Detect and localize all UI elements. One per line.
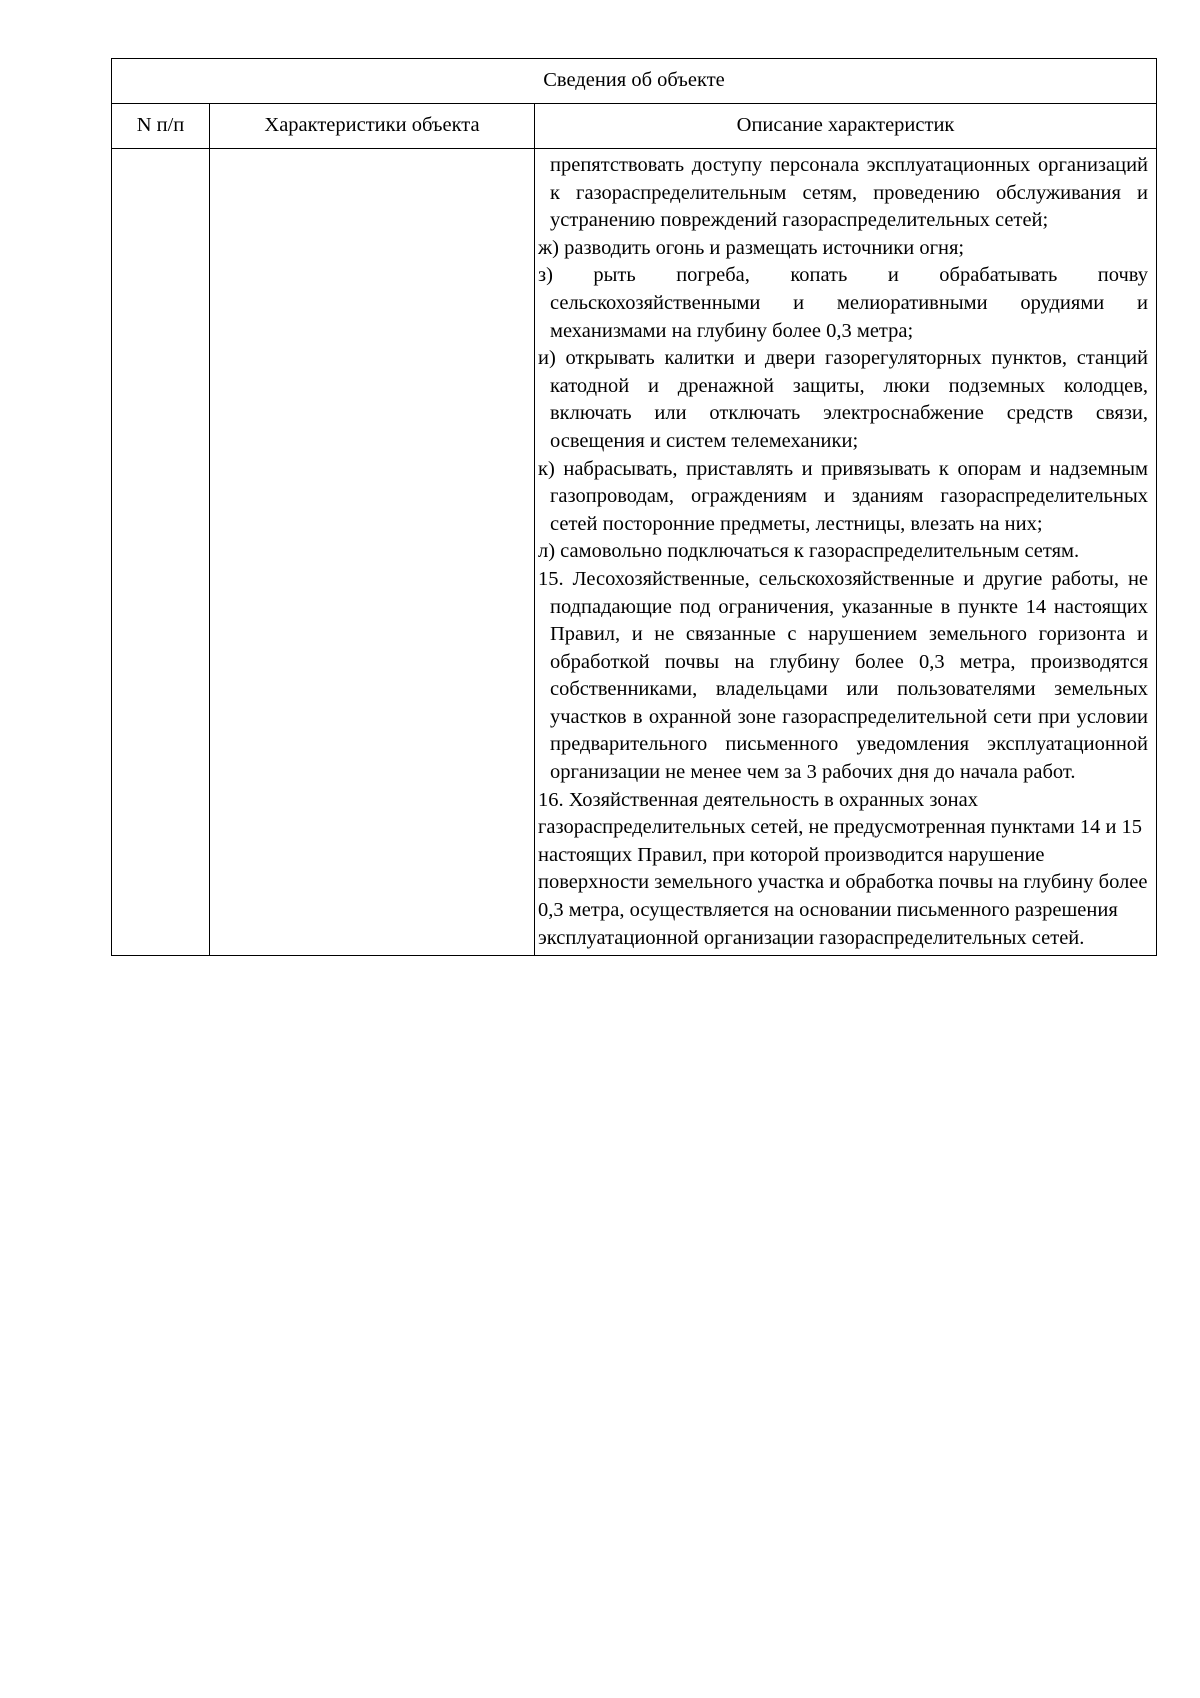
description-paragraph: л) самовольно подключаться к газораспределительным сетям. — [538, 540, 1080, 563]
column-header-description: Описание характеристик — [535, 104, 1157, 149]
column-header-number: N п/п — [112, 104, 210, 149]
object-info-table — [111, 58, 1157, 956]
table-title: Сведения об объекте — [112, 59, 1157, 104]
description-paragraph: ж) разводить огонь и размещать источники огня; — [538, 236, 965, 259]
description-paragraph: и) открывать калитки и двери газорегуляторных пунктов, станций катодной и дренажной защиты, люки подземных колодцев, включать или отключать электроснабжение средств связи, освещения и систем телемеханики; — [538, 347, 1149, 452]
description-paragraph: з) рыть погреба, копать и обрабатывать почву сельскохозяйственными и мелиоративными орудиями и механизмами на глубину более 0,3 метра; — [538, 264, 1149, 342]
row-number-cell — [112, 149, 210, 956]
description-paragraph: 16. Хозяйственная деятельность в охранных зонах газораспределительных сетей, не предусмотренная пунктами 14 и 15 настоящих Правил, при которой производится нарушение поверхности земельного участка и обработка почвы на глубину более 0,3 метра, осуществляется на основании письменного разрешения эксплуатационной организации газораспределительных сетей. — [538, 788, 1148, 949]
description-paragraph: 15. Лесохозяйственные, сельскохозяйственные и другие работы, не подпадающие под ограничения, указанные в пункте 14 настоящих Правил, и не связанные с нарушением земельного горизонта и обработкой почвы на глубину более 0,3 метра, производятся собственниками, владельцами или пользователями земельных участков в охранной зоне газораспределительной сети при условии предварительного письменного уведомления эксплуатационной организации не менее чем за 3 рабочих дня до начала работ. — [538, 567, 1149, 784]
description-paragraph: препятствовать доступу персонала эксплуатационных организаций к газораспределительным сетям, проведению обслуживания и устранению повреждений газораспределительных сетей; — [550, 154, 1149, 232]
table-title-row — [112, 59, 1157, 104]
description-paragraph: к) набрасывать, приставлять и привязывать к опорам и надземным газопроводам, ограждениям и зданиям газораспределительных сетей посторонние предметы, лестницы, влезать на них; — [538, 457, 1149, 535]
column-header-characteristics: Характеристики объекта — [210, 104, 535, 149]
column-header-row — [112, 104, 1157, 149]
row-description-cell — [535, 149, 1157, 956]
row-characteristic-cell — [210, 149, 535, 956]
table-row — [112, 149, 1157, 956]
